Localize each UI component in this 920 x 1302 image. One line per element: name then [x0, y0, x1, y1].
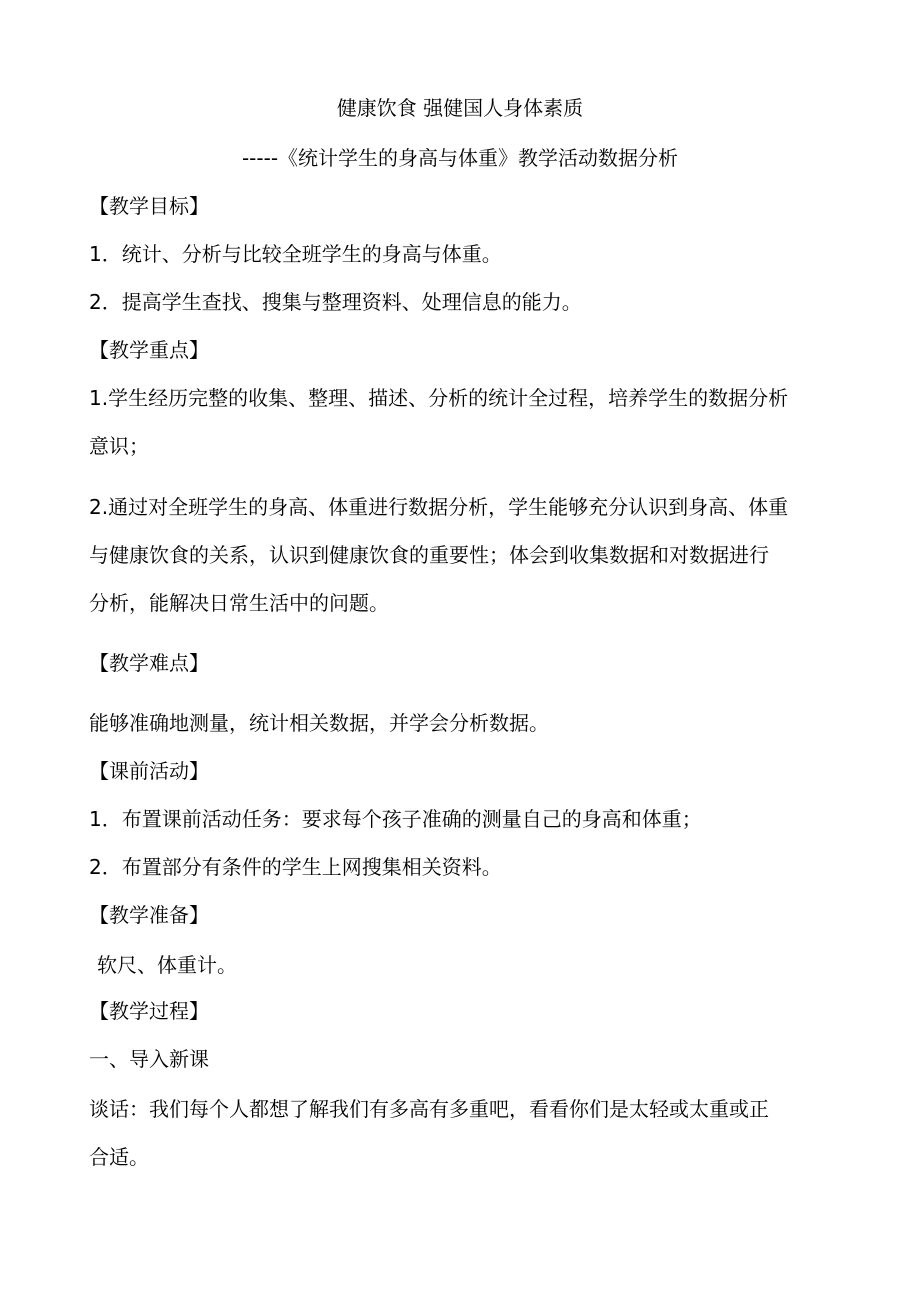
key-point-paragraph-line: 1.学生经历完整的收集、整理、描述、分析的统计全过程，培养学生的数据分析: [89, 386, 789, 410]
key-point-paragraph-line: 与健康饮食的关系，认识到健康饮食的重要性；体会到收集数据和对数据进行: [89, 543, 769, 567]
section-heading-process: 【教学过程】: [89, 999, 209, 1023]
dialogue-line: 谈话：我们每个人都想了解我们有多高有多重吧，看看你们是太轻或太重或正: [89, 1097, 769, 1121]
section-heading-key-points: 【教学重点】: [89, 338, 209, 362]
document-subtitle: -----《统计学生的身高与体重》教学活动数据分析: [241, 146, 679, 170]
dialogue-line: 合适。: [89, 1145, 149, 1169]
section-heading-pre-class: 【课前活动】: [89, 759, 209, 783]
key-point-paragraph-line: 2.通过对全班学生的身高、体重进行数据分析，学生能够充分认识到身高、体重: [89, 495, 789, 519]
section-heading-objectives: 【教学目标】: [89, 194, 209, 218]
document-title: 健康饮食 强健国人身体素质: [336, 96, 584, 120]
key-point-paragraph-line: 分析，能解决日常生活中的问题。: [89, 591, 389, 615]
section-heading-preparation: 【教学准备】: [89, 903, 209, 927]
preparation-text: 软尺、体重计。: [97, 953, 237, 977]
pre-class-item: 2．布置部分有条件的学生上网搜集相关资料。: [89, 855, 502, 879]
objective-item: 2．提高学生查找、搜集与整理资料、处理信息的能力。: [89, 290, 582, 314]
difficulty-text: 能够准确地测量，统计相关数据，并学会分析数据。: [89, 711, 549, 735]
process-step-title: 一、导入新课: [89, 1047, 209, 1071]
key-point-paragraph-line: 意识；: [89, 434, 149, 458]
pre-class-item: 1．布置课前活动任务：要求每个孩子准确的测量自己的身高和体重；: [89, 807, 702, 831]
objective-item: 1．统计、分析与比较全班学生的身高与体重。: [89, 242, 502, 266]
section-heading-difficulties: 【教学难点】: [89, 651, 209, 675]
